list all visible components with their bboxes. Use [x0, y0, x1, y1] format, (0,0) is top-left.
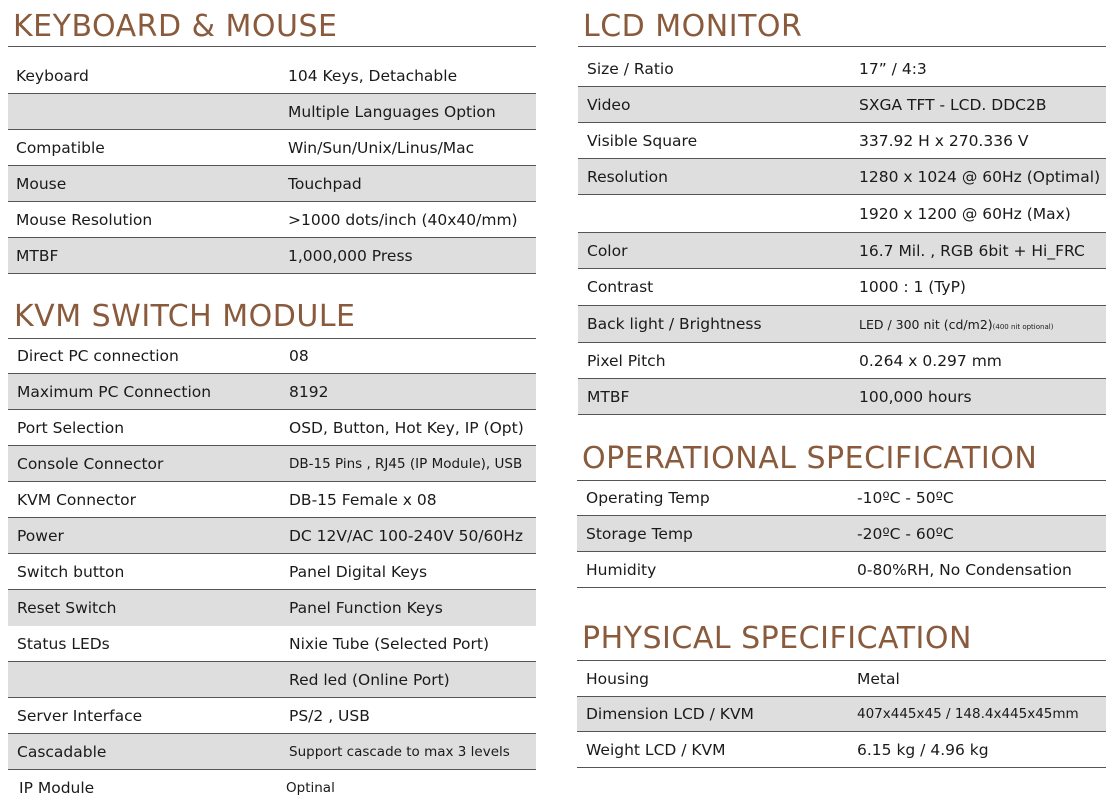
spec-value: Metal [857, 669, 900, 688]
spec-row [578, 306, 1106, 343]
spec-row [8, 58, 536, 94]
spec-key: Visible Square [587, 131, 698, 150]
spec-row [8, 410, 536, 446]
spec-table [577, 480, 1106, 588]
spec-value: PS/2 , USB [289, 706, 370, 725]
spec-value: 1280 x 1024 @ 60Hz (Optimal) [859, 167, 1101, 186]
spec-value: >1000 dots/inch (40x40/mm) [288, 210, 518, 229]
spec-value: 0.264 x 0.297 mm [859, 351, 1002, 370]
spec-value: 8192 [289, 382, 329, 401]
spec-key: Pixel Pitch [587, 351, 666, 370]
spec-key: Direct PC connection [17, 346, 179, 365]
spec-value [859, 317, 1053, 332]
spec-key: Reset Switch [17, 599, 117, 617]
spec-row [577, 480, 1106, 516]
spec-key: Dimension LCD / KVM [586, 705, 754, 723]
spec-key: Storage Temp [586, 524, 693, 543]
spec-value: Panel Function Keys [289, 599, 443, 617]
spec-key: Contrast [587, 278, 654, 296]
spec-key: KVM Connector [17, 490, 137, 509]
spec-value: SXGA TFT - LCD. DDC2B [859, 95, 1047, 114]
spec-row [8, 446, 536, 482]
brightness-note: (400 nit optional) [992, 322, 1054, 331]
spec-value: 1920 x 1200 @ 60Hz (Max) [859, 204, 1071, 223]
spec-value: Win/Sun/Unix/Linus/Mac [288, 138, 475, 157]
spec-value: 104 Keys, Detachable [288, 66, 458, 85]
spec-value: Red led (Online Port) [289, 670, 450, 689]
spec-value: 6.15 kg / 4.96 kg [857, 740, 989, 759]
spec-key: Compatible [16, 138, 105, 157]
spec-value: Optinal [286, 780, 335, 796]
spec-row [8, 130, 536, 166]
spec-key: Mouse [16, 174, 67, 193]
spec-row [8, 238, 536, 274]
spec-value: 1000 : 1 (TyP) [859, 278, 966, 296]
spec-value: OSD, Button, Hot Key, IP (Opt) [289, 418, 524, 437]
spec-row [8, 338, 536, 374]
spec-key: Weight LCD / KVM [586, 740, 726, 759]
spec-value: 16.7 Mil. , RGB 6bit + Hi_FRC [859, 241, 1085, 260]
spec-key: Maximum PC Connection [17, 382, 212, 401]
spec-key: Power [17, 526, 64, 545]
spec-value: 1,000,000 Press [288, 246, 413, 265]
spec-row [578, 159, 1106, 195]
spec-value: -10ºC - 50ºC [857, 488, 954, 507]
spec-row [578, 269, 1106, 306]
spec-row [577, 732, 1106, 768]
spec-value: 100,000 hours [859, 387, 972, 406]
spec-row [8, 698, 536, 734]
spec-key: Keyboard [16, 66, 89, 85]
spec-row [8, 374, 536, 410]
section-title: OPERATIONAL SPECIFICATION [582, 441, 1038, 476]
spec-table [578, 51, 1106, 415]
title-divider [578, 46, 1106, 47]
spec-value: Touchpad [288, 174, 362, 193]
spec-row [578, 195, 1106, 233]
spec-value: Support cascade to max 3 levels [289, 743, 510, 760]
title-divider [8, 46, 536, 47]
spec-row [8, 590, 536, 626]
spec-key: Humidity [586, 560, 657, 579]
section-title: KVM SWITCH MODULE [14, 299, 356, 334]
spec-key: Mouse Resolution [16, 210, 153, 229]
spec-key: MTBF [587, 387, 630, 406]
section-title: PHYSICAL SPECIFICATION [582, 621, 972, 656]
spec-table [8, 338, 536, 806]
spec-value: 08 [289, 346, 309, 365]
spec-key: MTBF [16, 246, 59, 265]
spec-row [578, 87, 1106, 123]
spec-row [8, 662, 536, 698]
spec-value: -20ºC - 60ºC [857, 524, 954, 543]
spec-row [578, 379, 1106, 415]
spec-value: 337.92 H x 270.336 V [859, 131, 1029, 150]
spec-key: Resolution [587, 167, 668, 186]
spec-value: 17” / 4:3 [859, 59, 927, 78]
spec-key: Status LEDs [17, 634, 110, 653]
spec-key: Video [587, 95, 631, 114]
spec-key: Server Interface [17, 706, 143, 725]
spec-value: Nixie Tube (Selected Port) [289, 634, 490, 653]
spec-key: Housing [586, 669, 650, 688]
section-title: LCD MONITOR [583, 9, 803, 44]
spec-row [578, 123, 1106, 159]
spec-row [8, 94, 536, 130]
spec-value: DB-15 Pins , RJ45 (IP Module), USB [289, 455, 523, 472]
spec-key: Back light / Brightness [587, 315, 762, 333]
spec-row [8, 166, 536, 202]
spec-value: 0-80%RH, No Condensation [857, 560, 1072, 579]
spec-key: Size / Ratio [587, 59, 674, 78]
spec-value: DB-15 Female x 08 [289, 490, 437, 509]
section-title: KEYBOARD & MOUSE [13, 9, 338, 44]
spec-row [8, 770, 536, 806]
spec-row [577, 516, 1106, 552]
spec-row [8, 482, 536, 518]
spec-key: Color [587, 241, 628, 260]
spec-row [8, 626, 536, 662]
spec-row [577, 552, 1106, 588]
brightness-value: LED / 300 nit (cd/m2) [859, 316, 993, 332]
spec-row [8, 202, 536, 238]
spec-value: Multiple Languages Option [288, 102, 496, 121]
spec-row [577, 661, 1106, 697]
spec-key: Console Connector [17, 454, 164, 473]
spec-row [578, 343, 1106, 379]
spec-row [8, 554, 536, 590]
spec-value: Panel Digital Keys [289, 562, 428, 581]
spec-row [578, 233, 1106, 269]
spec-key: Operating Temp [586, 488, 710, 507]
spec-row [8, 734, 536, 770]
spec-key: Cascadable [17, 742, 107, 761]
spec-value: 407x445x45 / 148.4x445x45mm [857, 706, 1079, 722]
spec-table [8, 58, 536, 274]
spec-table [577, 661, 1106, 768]
spec-key: Port Selection [17, 418, 125, 437]
spec-key: Switch button [17, 562, 125, 581]
spec-value: DC 12V/AC 100-240V 50/60Hz [289, 526, 524, 545]
spec-row [578, 51, 1106, 87]
spec-row [8, 518, 536, 554]
spec-key: IP Module [19, 779, 95, 797]
spec-row [577, 697, 1106, 732]
